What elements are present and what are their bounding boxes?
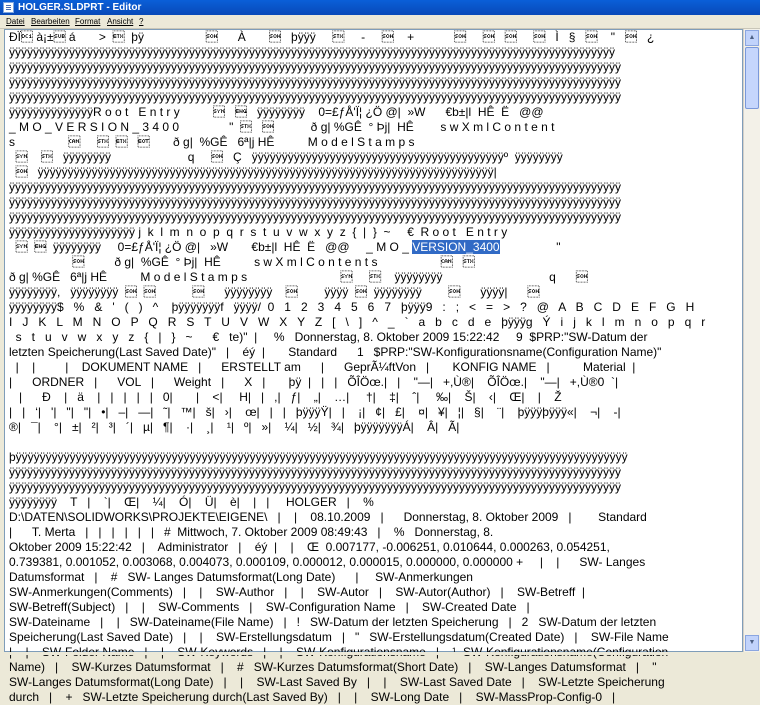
text-line: ÿÿÿÿÿÿÿÿÿÿÿÿÿÿÿÿÿÿÿÿÿÿÿÿÿÿÿÿÿÿÿÿÿÿÿÿÿÿÿÿÿÿÿÿÿÿÿÿÿÿÿÿÿÿÿÿÿÿÿÿÿÿÿÿÿÿÿÿÿÿÿÿÿÿÿÿÿÿÿÿÿÿÿÿÿÿÿÿÿÿÿÿÿÿÿÿÿÿÿÿÿÿ bbox=[9, 210, 621, 224]
title-bar[interactable] bbox=[0, 0, 760, 15]
text-line: þÿÿÿÿÿÿÿÿÿÿÿÿÿÿÿÿÿÿÿÿÿÿÿÿÿÿÿÿÿÿÿÿÿÿÿÿÿÿÿÿÿÿÿÿÿÿÿÿÿÿÿÿÿÿÿÿÿÿÿÿÿÿÿÿÿÿÿÿÿÿÿÿÿÿÿÿÿÿÿÿÿÿÿÿÿÿÿÿÿÿÿÿÿÿÿÿÿÿÿÿÿÿ bbox=[9, 450, 628, 464]
text-line:   ÿÿÿÿÿÿÿÿ q  Ç ÿÿÿÿÿÿÿÿÿÿÿÿÿÿÿÿÿÿÿÿÿÿÿÿÿÿÿÿÿÿÿÿÿÿÿÿÿÿÿÿÿÿº ÿÿÿÿÿÿÿÿ bbox=[9, 150, 563, 164]
editor-content[interactable] bbox=[9, 30, 739, 705]
text-line: Speicherung(Last Saved Date) | | SW-Erstellungsdatum | " SW-Erstellungsdatum(Created Date) | SW-File Name bbox=[9, 630, 669, 644]
text-editor[interactable] bbox=[4, 29, 743, 704]
menu-ansicht[interactable]: Ansicht bbox=[107, 17, 134, 26]
scroll-down-button[interactable]: ▼ bbox=[745, 635, 759, 651]
menu-bearbeiten[interactable]: Bearbeiten bbox=[31, 17, 70, 26]
text-line: Name) | SW-Kurzes Datumsformat | # SW-Kurzes Datumsformat(Short Date) | SW-Langes Datumsformat | " bbox=[9, 660, 657, 674]
text-line: ÿÿÿÿÿÿÿÿÿÿÿÿÿÿR o o t E n t r y   ÿÿÿÿÿÿÿÿ 0=£ƒÅ'Ï¦ ¿Ö @| »W €b±|l HÊ Ë @@ bbox=[9, 105, 544, 119]
text-line: ÿÿÿÿÿÿÿÿ T | `| Œ| ¼| Ó| Ü| è| | | HOLGER | % bbox=[9, 495, 374, 509]
text-line: 0.739381, 0.001052, 0.003068, 0.004073, 0.000109, 0.000012, 0.000015, 0.000000, 0.000000 + | | SW- Langes bbox=[9, 555, 646, 569]
notepad-icon bbox=[3, 2, 14, 13]
menu-datei[interactable]: Datei bbox=[6, 17, 25, 26]
text-line: ÿÿÿÿÿÿÿÿÿÿÿÿÿÿÿÿÿÿÿÿÿÿÿÿÿÿÿÿÿÿÿÿÿÿÿÿÿÿÿÿÿÿÿÿÿÿÿÿÿÿÿÿÿÿÿÿÿÿÿÿÿÿÿÿÿÿÿÿÿÿÿÿÿÿÿÿÿÿÿÿÿÿÿÿÿÿÿÿÿÿÿÿÿÿÿÿÿÿÿÿÿÿ bbox=[9, 480, 621, 494]
text-line: Datumsformat | # SW- Langes Datumsformat(Long Date) | SW-Anmerkungen bbox=[9, 570, 473, 584]
text-line: ÿÿÿÿÿÿÿÿÿÿÿÿÿÿÿÿÿÿÿÿÿÿÿÿÿÿÿÿÿÿÿÿÿÿÿÿÿÿÿÿÿÿÿÿÿÿÿÿÿÿÿÿÿÿÿÿÿÿÿÿÿÿÿÿÿÿÿÿÿÿÿÿÿÿÿÿÿÿÿÿÿÿÿÿÿÿÿÿÿÿÿÿÿÿÿÿÿÿÿÿÿÿ bbox=[9, 195, 621, 209]
text-line: ÿÿÿÿÿÿÿÿ, ÿÿÿÿÿÿÿÿ    ÿÿÿÿÿÿÿÿ  ÿÿÿÿ  ÿÿÿÿÿÿÿÿ  ÿÿÿÿ|  bbox=[9, 285, 540, 299]
text-line: ÿÿÿÿÿÿÿÿÿÿÿÿÿÿÿÿÿÿÿÿÿÿÿÿÿÿÿÿÿÿÿÿÿÿÿÿÿÿÿÿÿÿÿÿÿÿÿÿÿÿÿÿÿÿÿÿÿÿÿÿÿÿÿÿÿÿÿÿÿÿÿÿÿÿÿÿÿÿÿÿÿÿÿÿÿÿÿÿÿÿÿÿÿÿÿÿÿÿÿÿÿÿ bbox=[9, 180, 621, 194]
text-line: ÿÿÿÿÿÿÿÿÿÿÿÿÿÿÿÿÿÿÿÿÿÿÿÿÿÿÿÿÿÿÿÿÿÿÿÿÿÿÿÿÿÿÿÿÿÿÿÿÿÿÿÿÿÿÿÿÿÿÿÿÿÿÿÿÿÿÿÿÿÿÿÿÿÿÿÿÿÿÿÿÿÿÿÿÿÿÿÿÿÿÿÿÿÿÿÿÿÿÿÿÿÿ bbox=[9, 90, 621, 104]
text-line: SW-Anmerkungen(Comments) | | SW-Author | | SW-Autor | SW-Autor(Author) | SW-Betreff | bbox=[9, 585, 585, 599]
text-line: | Ð | ä | | | | | 0| | <| H| | ,| ƒ| „| …| †| ‡| ˆ| ‰| Š| ‹| Œ| | Ž bbox=[9, 390, 562, 404]
text-line: ®| ¯| °| ±| ²| ³| ´| µ| ¶| ·| ¸| ¹| º| »| ¼| ½| ¾| þÿÿÿÿÿÿÿÁ| Â| Ã| bbox=[9, 420, 460, 434]
text-line: durch | + SW-Letzte Speicherung durch(Last Saved By) | | SW-Long Date | SW-MassProp-Config-0 | bbox=[9, 690, 616, 704]
text-line: D:\DATEN\SOLIDWORKS\PROJEKTE\EIGENE\ | | 08.10.2009 | Donnerstag, 8. Oktober 2009 | Standard bbox=[9, 510, 647, 524]
text-line: SW-Langes Datumsformat(Long Date) | | SW-Last Saved By | | SW-Last Saved Date | SW-Letzte Speicherung bbox=[9, 675, 665, 689]
text-line: SW-Dateiname | | SW-Dateiname(File Name) | ! SW-Datum der letzten Speicherung | 2 SW-Datum der letzten bbox=[9, 615, 657, 629]
scroll-up-button[interactable]: ▲ bbox=[745, 30, 759, 46]
text-line: ÿÿÿÿÿÿÿÿÿÿÿÿÿÿÿÿÿÿÿÿÿÿÿÿÿÿÿÿÿÿÿÿÿÿÿÿÿÿÿÿÿÿÿÿÿÿÿÿÿÿÿÿÿÿÿÿÿÿÿÿÿÿÿÿÿÿÿÿÿÿÿÿÿÿÿÿÿÿÿÿÿÿÿÿÿÿÿÿÿÿÿÿÿÿÿÿÿÿÿÿÿÿ bbox=[9, 75, 621, 89]
window-title: HOLGER.SLDPRT - Editor bbox=[18, 2, 142, 13]
text-line: _ M O _ V E R S I O N _ 3 4 0 0 "   ð g| %GÊ ° Þj| HÊ s w X m l C o n t e n t bbox=[9, 120, 555, 134]
text-line: ÿÿÿÿÿÿÿÿÿÿÿÿÿÿÿÿÿÿÿÿÿÿÿÿÿÿÿÿÿÿÿÿÿÿÿÿÿÿÿÿÿÿÿÿÿÿÿÿÿÿÿÿÿÿÿÿÿÿÿÿÿÿÿÿÿÿÿÿÿÿÿÿÿÿÿÿÿÿÿÿÿÿÿÿÿÿÿÿÿÿÿÿÿÿÿÿÿÿÿÿÿÿ bbox=[9, 465, 621, 479]
menu-format[interactable]: Format bbox=[75, 17, 101, 26]
scrollbar-thumb[interactable] bbox=[745, 47, 759, 109]
text-line: s     ð g| %GÊ 6ª|j HÊ M o d e l S t a m p s bbox=[9, 135, 415, 149]
text-line:  ð g| %GÊ ° Þj| HÊ s w X m l C o n t e n t s   bbox=[9, 255, 475, 269]
text-line:   ÿÿÿÿÿÿÿÿ 0=£ƒÅ'Ï¦ ¿Ö @| »W €b±|l HÊ Ë @@ _ M O _ bbox=[9, 240, 413, 254]
text-line: SW-Betreff(Subject) | | SW-Comments | SW-Configuration Name | SW-Created Date | bbox=[9, 600, 530, 614]
text-line: ÿÿÿÿÿÿÿÿ$ % & ' ( ) ^ þÿÿÿÿÿÿÿf ÿÿÿÿ/ 0 1 2 3 4 5 6 7 þÿÿÿ9 : ; < = > ? @ A B C D E F G H bbox=[9, 300, 695, 314]
menu-help[interactable]: ? bbox=[139, 17, 144, 26]
text-line: letzten Speicherung(Last Saved Date)" | éý | Standard 1 $PRP:"SW-Konfigurationsname(Configuration Name)" bbox=[9, 345, 662, 359]
text-line: ÿÿÿÿÿÿÿÿÿÿÿÿÿÿÿÿÿÿÿÿÿÿÿÿÿÿÿÿÿÿÿÿÿÿÿÿÿÿÿÿÿÿÿÿÿÿÿÿÿÿÿÿÿÿÿÿÿÿÿÿÿÿÿÿÿÿÿÿÿÿÿÿÿÿÿÿÿÿÿÿÿÿÿÿÿÿÿÿÿÿÿÿÿÿÿÿÿÿÿÿÿÿ bbox=[9, 60, 621, 74]
text-line: | | ‘| '| "| "| •| –| —| ˜| ™| š| ›| œ| | | þÿÿÿŸ| | ¡| ¢| £| ¤| ¥| ¦| §| ¨| þÿÿÿþÿÿÿ«| ¬| -| bbox=[9, 405, 621, 419]
text-line: ð g| %GÊ 6ª|j HÊ M o d e l S t a m p s   ÿÿÿÿÿÿÿÿ q  bbox=[9, 270, 588, 284]
text-line: Oktober 2009 15:22:42 | Administrator | éý | | Œ 0.007177, -0.006251, 0.010644, 0.000263, 0.054251, bbox=[9, 540, 610, 554]
text-line: | ORDNER | VOL | Weight | X | þÿ | | | ÕÎÖœ.| | "—| +,Ù®| ÕÎÖœ.| "—| +,Ù®0 `| bbox=[9, 375, 619, 389]
text-line: ÐÏ à¡± á >  þÿ  À  þÿÿÿ  -  +     Ì §  "  ¿ bbox=[9, 30, 655, 44]
selected-text[interactable]: VERSION_3400 bbox=[412, 240, 500, 254]
window-bottom-border bbox=[0, 652, 760, 655]
text-line: I J K L M N O P Q R S T U V W X Y Z [ \ ] ^ _ ` a b c d e þÿÿÿg Ý i j k l m n o p q r bbox=[9, 315, 706, 329]
text-line:  ÿÿÿÿÿÿÿÿÿÿÿÿÿÿÿÿÿÿÿÿÿÿÿÿÿÿÿÿÿÿÿÿÿÿÿÿÿÿÿÿÿÿÿÿÿÿÿÿÿÿÿÿÿÿÿÿÿÿÿÿÿÿÿÿÿÿÿÿÿÿÿÿÿÿÿÿ| bbox=[9, 165, 497, 179]
text-line: s t u v w x y z { | } ~  € te)" | % Donnerstag, 8. Oktober 2009 15:22:42 9 $PRP:"SW-Datum der bbox=[9, 330, 648, 344]
text-line: ÿÿÿÿÿÿÿÿÿÿÿÿÿÿÿÿÿÿÿÿÿÿÿÿÿÿÿÿÿÿÿÿÿÿÿÿÿÿÿÿÿÿÿÿÿÿÿÿÿÿÿÿÿÿÿÿÿÿÿÿÿÿÿÿÿÿÿÿÿÿÿÿÿÿÿÿÿÿÿÿÿÿÿÿÿÿÿÿÿÿÿÿÿÿÿÿÿÿÿÿÿ bbox=[9, 45, 615, 59]
text-line: | | | DOKUMENT NAME | ERSTELLT am | GeprÃ¼ftVon | KONFIG NAME | Material | bbox=[9, 360, 636, 374]
vertical-scrollbar[interactable] bbox=[743, 29, 760, 652]
menu-bar bbox=[0, 15, 760, 29]
text-line: | T. Merta | | | | | | # Mittwoch, 7. Oktober 2009 08:49:43 | % Donnerstag, 8. bbox=[9, 525, 494, 539]
text-line-tail: " bbox=[499, 240, 561, 254]
text-line: ÿÿÿÿÿÿÿÿÿÿÿÿÿÿÿÿÿÿÿÿÿ j k l m n o p q r s t u v w x y z { | } ~  € R o o t E n t r y bbox=[9, 225, 508, 239]
